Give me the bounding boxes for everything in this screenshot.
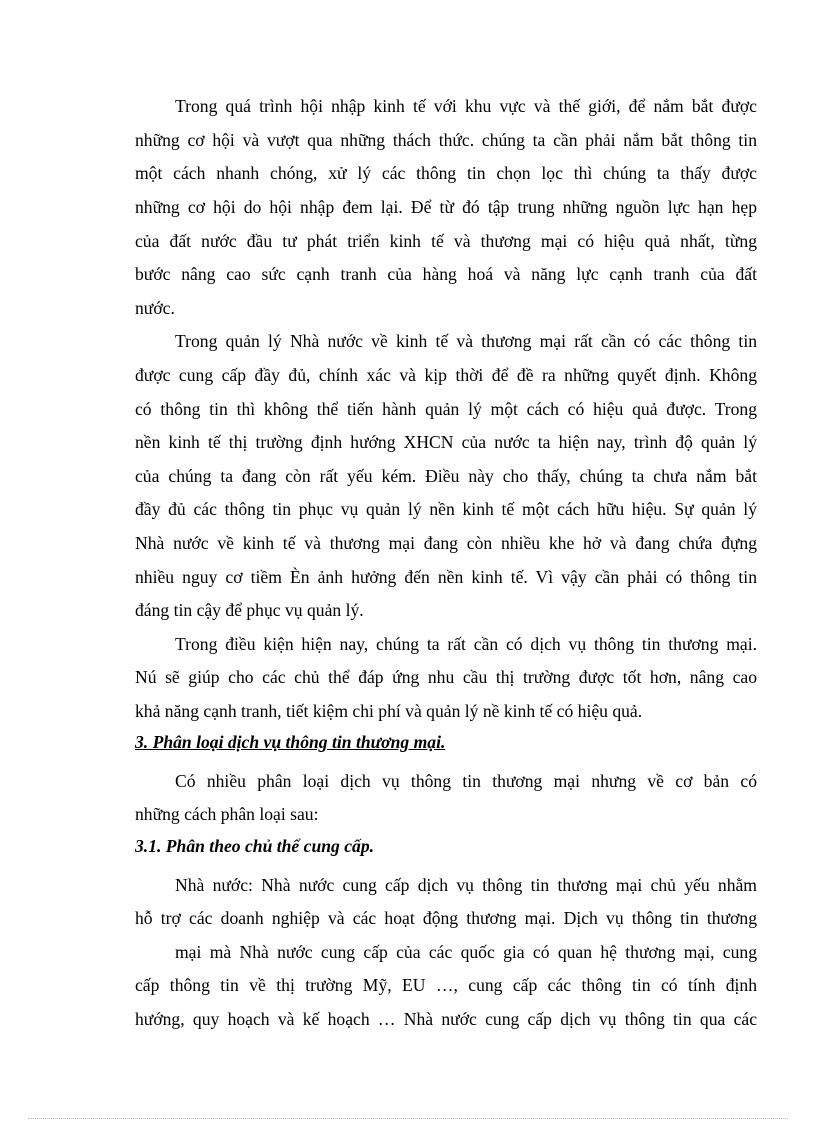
paragraph-5-line: hỗ trợ các doanh nghiệp và các hoạt động thương mại. Dịch vụ thông tin thương [135,908,757,928]
paragraph-2-line: có thông tin thì không thể tiến hành quản lý một cách có hiệu quả được. Trong [135,399,757,419]
paragraph-2-line: nhiều nguy cơ tiềm Èn ảnh hưởng đến nền kinh tế. Vì vậy cần phải có thông tin [135,567,757,587]
paragraph-1-line: một cách nhanh chóng, xử lý các thông tin chọn lọc thì chúng ta thấy được [135,163,757,183]
paragraph-1-line: Trong quá trình hội nhập kinh tế với khu vực và thế giới, để nắm bắt được [175,96,757,116]
page-bottom-divider [28,1118,788,1119]
paragraph-4-line: những cách phân loại sau: [135,804,319,824]
paragraph-2-line: nền kinh tế thị trường định hướng XHCN của nước ta hiện nay, trình độ quản lý [135,432,757,452]
paragraph-2-line: Trong quản lý Nhà nước về kinh tế và thương mại rất cần có các thông tin [175,331,757,351]
paragraph-4-line: Có nhiều phân loại dịch vụ thông tin thương mại nhưng về cơ bản có [175,771,757,791]
paragraph-1-line: của đất nước đầu tư phát triển kinh tế và thương mại có hiệu quả nhất, từng [135,231,757,251]
paragraph-1-line: những cơ hội do hội nhập đem lại. Để từ đó tập trung những nguồn lực hạn hẹp [135,197,757,217]
paragraph-5-line: cấp thông tin về thị trường Mỹ, EU …, cung cấp các thông tin có tính định [135,975,757,995]
paragraph-3-line: Nú sẽ giúp cho các chủ thể đáp ứng nhu cầu thị trường được tốt hơn, nâng cao [135,667,757,687]
paragraph-5-line: hướng, quy hoạch và kế hoạch … Nhà nước cung cấp dịch vụ thông tin qua các [135,1009,757,1029]
paragraph-1-line: bước nâng cao sức cạnh tranh của hàng hoá và năng lực cạnh tranh của đất [135,264,757,284]
paragraph-2-line: đầy đủ các thông tin phục vụ quản lý nền kinh tế một cách hữu hiệu. Sự quản lý [135,499,757,519]
paragraph-3-line: khả năng cạnh tranh, tiết kiệm chi phí và quản lý nề kinh tế có hiệu quả. [135,701,643,721]
paragraph-1-line: những cơ hội và vượt qua những thách thức. chúng ta cần phải nắm bắt thông tin [135,130,757,150]
paragraph-1-line: nước. [135,298,175,318]
paragraph-5-line: Nhà nước: Nhà nước cung cấp dịch vụ thông tin thương mại chủ yếu nhằm [175,875,757,895]
paragraph-2-line: được cung cấp đầy đủ, chính xác và kịp thời để đề ra những quyết định. Không [135,365,757,385]
paragraph-3-line: Trong điều kiện hiện nay, chúng ta rất cần có dịch vụ thông tin thương mại. [175,634,757,654]
section-heading-3: 3. Phân loại dịch vụ thông tin thương mại. [135,732,446,752]
paragraph-5-line: mại mà Nhà nước cung cấp của các quốc gia có quan hệ thương mại, cung [175,942,757,962]
section-heading-3-1: 3.1. Phân theo chủ thể cung cấp. [135,836,375,856]
paragraph-2-line: Nhà nước về kinh tế và thương mại đang còn nhiều khe hở và đang chứa đựng [135,533,757,553]
paragraph-2-line: đáng tin cậy để phục vụ quản lý. [135,600,364,620]
paragraph-2-line: của chúng ta đang còn rất yếu kém. Điều này cho thấy, chúng ta chưa nắm bắt [135,466,757,486]
